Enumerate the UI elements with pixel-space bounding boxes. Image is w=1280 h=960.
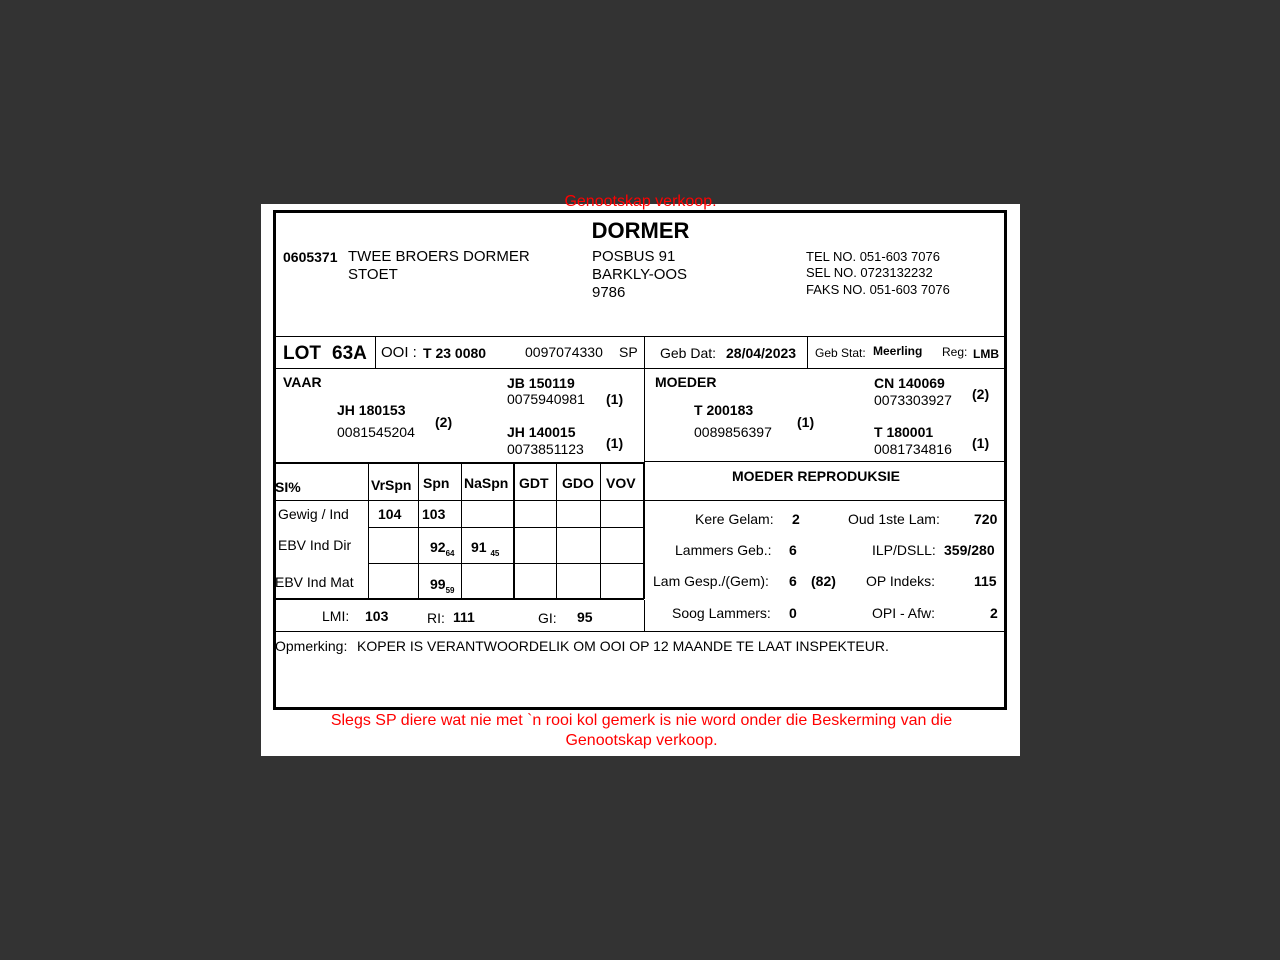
footer-note-line1: Slegs SP diere wat nie met `n rooi kol gemerk is nie word onder die Beskerming van die — [330, 712, 953, 729]
perf-row2-line — [368, 563, 644, 564]
address-line1: POSBUS 91 — [592, 248, 676, 265]
breeder-code: 0605371 — [283, 249, 338, 265]
sire-sire-id: JB 150119 — [507, 375, 575, 391]
soog-lammers-label: Soog Lammers: — [672, 605, 771, 621]
tel-number: TEL NO. 051-603 7076 — [806, 249, 940, 264]
header-gdo: GDO — [562, 475, 594, 491]
sire-sire-no: 0075940981 — [507, 391, 585, 407]
border-right — [1004, 210, 1007, 710]
address-line3: 9786 — [592, 284, 626, 301]
lam-gesp-value: 6 — [789, 573, 797, 589]
vrspn-col-line — [368, 462, 369, 599]
perf-bottom-line — [275, 598, 644, 600]
gi-value: 95 — [577, 609, 593, 625]
lammers-geb-label: Lammers Geb.: — [675, 542, 772, 558]
pedigree-divider — [644, 336, 645, 462]
vaar-label: VAAR — [283, 374, 322, 390]
row-gewig-label: Gewig / Ind — [278, 506, 349, 522]
row-gewig-vrspn: 104 — [378, 506, 402, 522]
lmi-value: 103 — [365, 608, 389, 624]
gebdat-divider — [807, 336, 808, 368]
border-left — [273, 210, 276, 710]
header-si: SI% — [275, 479, 301, 495]
dam-no: 0089856397 — [694, 424, 772, 440]
moeder-label: MOEDER — [655, 374, 717, 390]
ebv-dir-naspn-sub: 45 — [490, 548, 500, 558]
perf-row1-line — [368, 527, 644, 528]
opmerking-top-line — [275, 631, 1006, 632]
lot-card — [261, 193, 1020, 756]
gi-label: GI: — [538, 610, 557, 626]
footer-note-line2: Genootskap verkoop. — [565, 732, 718, 749]
ebv-dir-spn-sub: 64 — [445, 548, 455, 558]
geb-dat-label: Geb Dat: — [660, 345, 717, 361]
lam-gem-value: (82) — [811, 573, 836, 589]
sire-count: (2) — [435, 414, 453, 430]
repro-top-line — [644, 461, 1006, 462]
header-gdt: GDT — [519, 475, 549, 491]
op-indeks-label: OP Indeks: — [866, 573, 936, 589]
lot-number: 63A — [332, 343, 367, 364]
perf-header-line — [275, 500, 644, 501]
border-top — [273, 210, 1007, 213]
sire-no: 0081545204 — [337, 424, 415, 440]
ri-label: RI: — [427, 610, 445, 626]
dam-sire-id: CN 140069 — [874, 375, 945, 391]
spn-col-line — [418, 462, 419, 599]
ebv-mat-spn-sub: 59 — [445, 585, 455, 595]
repro-header-line — [644, 500, 1006, 501]
lam-gesp-label: Lam Gesp./(Gem): — [653, 573, 769, 589]
gdo-col-line — [556, 462, 557, 599]
sire-dam-count: (1) — [606, 435, 624, 451]
dam-dam-id: T 180001 — [874, 424, 934, 440]
ilp-value: 359/280 — [944, 542, 995, 558]
breeder-name-line2: STOET — [348, 266, 398, 283]
lot-row-bottom-line — [275, 368, 1006, 369]
dam-count: (1) — [797, 414, 815, 430]
soog-lammers-value: 0 — [789, 605, 797, 621]
ooi-grade: SP — [619, 344, 638, 360]
dam-sire-count: (2) — [972, 386, 990, 402]
ebv-mat-spn-value: 99 — [430, 576, 446, 592]
naspn-col-line — [461, 462, 462, 599]
breeder-name-line1: TWEE BROERS DORMER — [348, 248, 530, 265]
ebv-dir-naspn-value: 91 — [471, 539, 487, 555]
ooi-id: T 23 0080 — [423, 345, 487, 361]
address-line2: BARKLY-OOS — [592, 266, 688, 283]
row-ebv-mat-label: EBV Ind Mat — [275, 574, 354, 590]
ooi-reg-no: 0097074330 — [525, 344, 603, 360]
ebv-dir-spn-value: 92 — [430, 539, 446, 555]
ri-value: 111 — [453, 609, 475, 625]
header-naspn: NaSpn — [464, 475, 509, 491]
kere-gelam-value: 2 — [792, 511, 800, 527]
kere-gelam-label: Kere Gelam: — [695, 511, 774, 527]
opmerking-text: KOPER IS VERANTWOORDELIK OM OOI OP 12 MAANDE TE LAAT INSPEKTEUR. — [357, 638, 889, 654]
vov-col-line — [600, 462, 601, 599]
row-ebv-dir-label: EBV Ind Dir — [278, 537, 352, 553]
geb-stat-value: Meerling — [873, 344, 923, 358]
dam-id: T 200183 — [694, 402, 754, 418]
top-clipped-note: Genootskap verkoop. — [564, 193, 717, 210]
ilp-label: ILP/DSLL: — [872, 542, 936, 558]
perf-right-line — [643, 462, 645, 599]
geb-stat-label: Geb Stat: — [815, 346, 866, 360]
oud-lam-label: Oud 1ste Lam: — [848, 511, 940, 527]
oud-lam-value: 720 — [974, 511, 998, 527]
sire-dam-no: 0073851123 — [507, 441, 584, 457]
lot-divider — [375, 336, 376, 368]
header-vrspn: VrSpn — [371, 477, 412, 493]
repro-title: MOEDER REPRODUKSIE — [732, 468, 901, 484]
index-divider — [644, 600, 645, 631]
lot-label: LOT — [283, 343, 321, 364]
row-ebv-mat-spn — [430, 576, 454, 599]
row-ebv-dir-spn — [430, 539, 454, 562]
sire-sire-count: (1) — [606, 391, 624, 407]
lammers-geb-value: 6 — [789, 542, 797, 558]
breed-title: DORMER — [591, 218, 690, 243]
sire-dam-id: JH 140015 — [507, 424, 576, 440]
border-bottom — [273, 707, 1007, 710]
geb-dat-value: 28/04/2023 — [726, 345, 797, 361]
header-spn: Spn — [423, 475, 450, 491]
opmerking-label: Opmerking: — [275, 638, 348, 654]
row-ebv-dir-naspn — [471, 539, 499, 562]
reg-value: LMB — [973, 347, 999, 361]
opi-afw-value: 2 — [990, 605, 998, 621]
dam-dam-count: (1) — [972, 435, 990, 451]
reg-label: Reg: — [942, 345, 968, 359]
sel-number: SEL NO. 0723132232 — [806, 265, 933, 280]
perf-top-line — [275, 462, 644, 464]
op-indeks-value: 115 — [974, 573, 997, 589]
dam-sire-no: 0073303927 — [874, 392, 952, 408]
dam-dam-no: 0081734816 — [874, 441, 952, 457]
lmi-label: LMI: — [322, 608, 350, 624]
sire-id: JH 180153 — [337, 402, 406, 418]
lot-row-top-line — [275, 336, 1006, 337]
row-gewig-spn: 103 — [422, 506, 446, 522]
opi-afw-label: OPI - Afw: — [872, 605, 936, 621]
ooi-label: OOI : — [381, 344, 417, 361]
faks-number: FAKS NO. 051-603 7076 — [806, 282, 950, 297]
gdt-col-line — [513, 462, 515, 599]
header-vov: VOV — [606, 475, 636, 491]
